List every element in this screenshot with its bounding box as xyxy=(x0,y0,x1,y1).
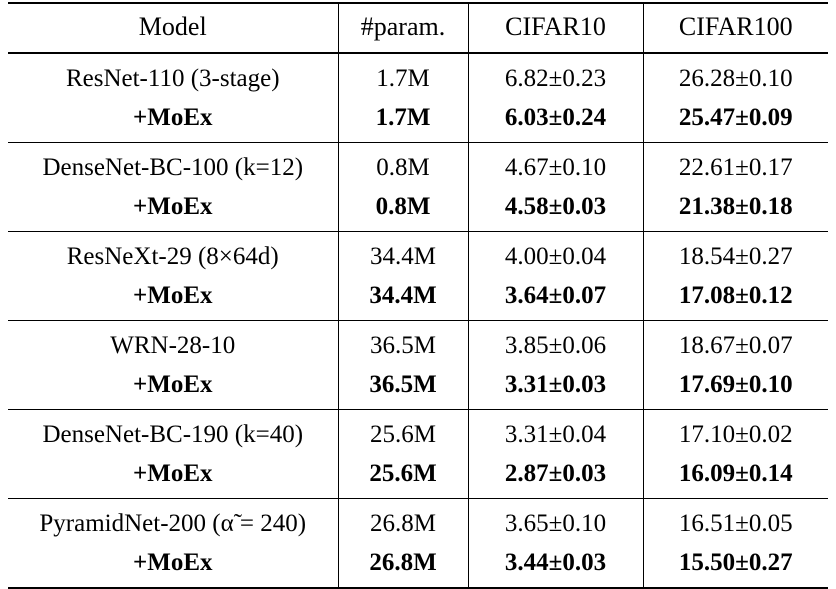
cell-param-text: 36.5M xyxy=(369,371,437,398)
cell-param-text: 0.8M xyxy=(376,154,430,181)
cell-cifar100-text: 16.09±0.14 xyxy=(678,460,793,487)
cell-model-text: ResNet-110 (3-stage) xyxy=(65,65,280,92)
cell-model-text: DenseNet-BC-100 (k=12) xyxy=(42,154,304,181)
column-header-param xyxy=(338,4,468,53)
cell-cifar100 xyxy=(643,454,828,499)
column-header-model-text: Model xyxy=(138,12,207,41)
cell-param xyxy=(338,321,468,365)
cell-param xyxy=(338,454,468,499)
cell-param xyxy=(338,365,468,410)
cell-model-text: ResNeXt-29 (8×64d) xyxy=(66,243,279,270)
cell-cifar10 xyxy=(468,454,643,499)
cell-cifar10 xyxy=(468,187,643,232)
table-row xyxy=(8,54,828,98)
cell-model xyxy=(8,365,338,410)
cell-param-text: 1.7M xyxy=(375,104,431,131)
cell-model-text: +MoEx xyxy=(132,371,213,398)
cell-cifar10-text: 3.31±0.03 xyxy=(504,371,607,398)
table-row xyxy=(8,410,828,454)
cell-param xyxy=(338,232,468,276)
cell-param xyxy=(338,187,468,232)
cell-cifar10 xyxy=(468,98,643,143)
cell-cifar100 xyxy=(643,143,828,187)
cell-cifar10-text: 3.85±0.06 xyxy=(504,332,607,359)
cell-cifar100-text: 16.51±0.05 xyxy=(678,510,793,537)
cell-cifar100-text: 21.38±0.18 xyxy=(678,193,793,220)
cell-cifar10 xyxy=(468,365,643,410)
cell-model-text: PyramidNet-200 (α̃ = 240) xyxy=(39,510,307,537)
cell-cifar100 xyxy=(643,187,828,232)
cell-param xyxy=(338,98,468,143)
cell-cifar10 xyxy=(468,232,643,276)
cell-param xyxy=(338,54,468,98)
cell-cifar10-text: 3.44±0.03 xyxy=(504,549,607,576)
cell-cifar10-text: 4.67±0.10 xyxy=(504,154,607,181)
cell-cifar100-text: 15.50±0.27 xyxy=(678,549,793,576)
cell-param-text: 36.5M xyxy=(370,332,436,359)
cell-model xyxy=(8,54,338,98)
cell-model-text: +MoEx xyxy=(132,460,213,487)
cell-cifar100-text: 22.61±0.17 xyxy=(678,154,793,181)
cell-param-text: 26.8M xyxy=(369,549,437,576)
column-header-cifar10 xyxy=(468,4,643,53)
table-row xyxy=(8,365,828,410)
table-row xyxy=(8,232,828,276)
column-header-param-text: #param. xyxy=(360,12,446,41)
cell-cifar100 xyxy=(643,321,828,365)
cell-model xyxy=(8,543,338,588)
cell-cifar100 xyxy=(643,543,828,588)
cell-param-text: 26.8M xyxy=(370,510,436,537)
table-row xyxy=(8,543,828,588)
cell-cifar10-text: 3.31±0.04 xyxy=(504,421,607,448)
table-row xyxy=(8,98,828,143)
table-row xyxy=(8,276,828,321)
cell-param xyxy=(338,143,468,187)
cell-cifar100-text: 18.67±0.07 xyxy=(678,332,793,359)
cell-cifar10-text: 4.00±0.04 xyxy=(504,243,607,270)
cell-cifar10-text: 3.65±0.10 xyxy=(504,510,607,537)
cell-param-text: 25.6M xyxy=(370,421,436,448)
cell-cifar100 xyxy=(643,232,828,276)
cell-param-text: 25.6M xyxy=(369,460,437,487)
cell-model-text: +MoEx xyxy=(132,282,213,309)
cell-model xyxy=(8,321,338,365)
cell-param xyxy=(338,276,468,321)
cell-model xyxy=(8,410,338,454)
cell-model xyxy=(8,143,338,187)
cell-model xyxy=(8,232,338,276)
cell-cifar10 xyxy=(468,321,643,365)
cell-cifar100 xyxy=(643,98,828,143)
table-row xyxy=(8,454,828,499)
column-header-cifar10-text: CIFAR10 xyxy=(505,12,606,41)
cell-param xyxy=(338,410,468,454)
cell-cifar10-text: 6.03±0.24 xyxy=(504,104,607,131)
cell-param-text: 1.7M xyxy=(376,65,430,92)
cell-cifar10 xyxy=(468,410,643,454)
table-row xyxy=(8,187,828,232)
cell-param-text: 0.8M xyxy=(375,193,431,220)
cell-cifar10 xyxy=(468,499,643,543)
cell-cifar10-text: 2.87±0.03 xyxy=(504,460,607,487)
table-row xyxy=(8,321,828,365)
table-header-row xyxy=(8,4,828,53)
cell-cifar100-text: 18.54±0.27 xyxy=(678,243,793,270)
cell-cifar100 xyxy=(643,365,828,410)
cell-cifar10 xyxy=(468,543,643,588)
table-row xyxy=(8,143,828,187)
cell-param xyxy=(338,499,468,543)
column-header-cifar100 xyxy=(643,4,828,53)
cell-cifar100 xyxy=(643,410,828,454)
table-row xyxy=(8,499,828,543)
cell-model xyxy=(8,499,338,543)
cell-cifar100-text: 26.28±0.10 xyxy=(678,65,793,92)
cell-cifar100-text: 17.10±0.02 xyxy=(678,421,793,448)
cell-cifar10 xyxy=(468,54,643,98)
cell-cifar100 xyxy=(643,499,828,543)
cell-cifar100-text: 17.08±0.12 xyxy=(678,282,793,309)
cell-model-text: +MoEx xyxy=(132,104,213,131)
cell-param-text: 34.4M xyxy=(369,282,437,309)
cell-cifar100 xyxy=(643,276,828,321)
cell-model-text: +MoEx xyxy=(132,193,213,220)
cell-cifar100-text: 25.47±0.09 xyxy=(678,104,793,131)
cell-model xyxy=(8,276,338,321)
cell-param-text: 34.4M xyxy=(370,243,436,270)
cell-cifar10-text: 6.82±0.23 xyxy=(504,65,607,92)
cell-param xyxy=(338,543,468,588)
column-header-cifar100-text: CIFAR100 xyxy=(678,12,793,41)
column-header-model xyxy=(8,4,338,53)
cell-cifar10 xyxy=(468,143,643,187)
cell-model xyxy=(8,98,338,143)
cell-model xyxy=(8,187,338,232)
cell-model-text: WRN-28-10 xyxy=(110,332,236,359)
results-table xyxy=(8,2,828,589)
cell-cifar10-text: 3.64±0.07 xyxy=(504,282,607,309)
cell-model-text: DenseNet-BC-190 (k=40) xyxy=(42,421,304,448)
cell-cifar100-text: 17.69±0.10 xyxy=(678,371,793,398)
cell-cifar10-text: 4.58±0.03 xyxy=(504,193,607,220)
cell-model xyxy=(8,454,338,499)
cell-cifar100 xyxy=(643,54,828,98)
cell-cifar10 xyxy=(468,276,643,321)
cell-model-text: +MoEx xyxy=(132,549,213,576)
